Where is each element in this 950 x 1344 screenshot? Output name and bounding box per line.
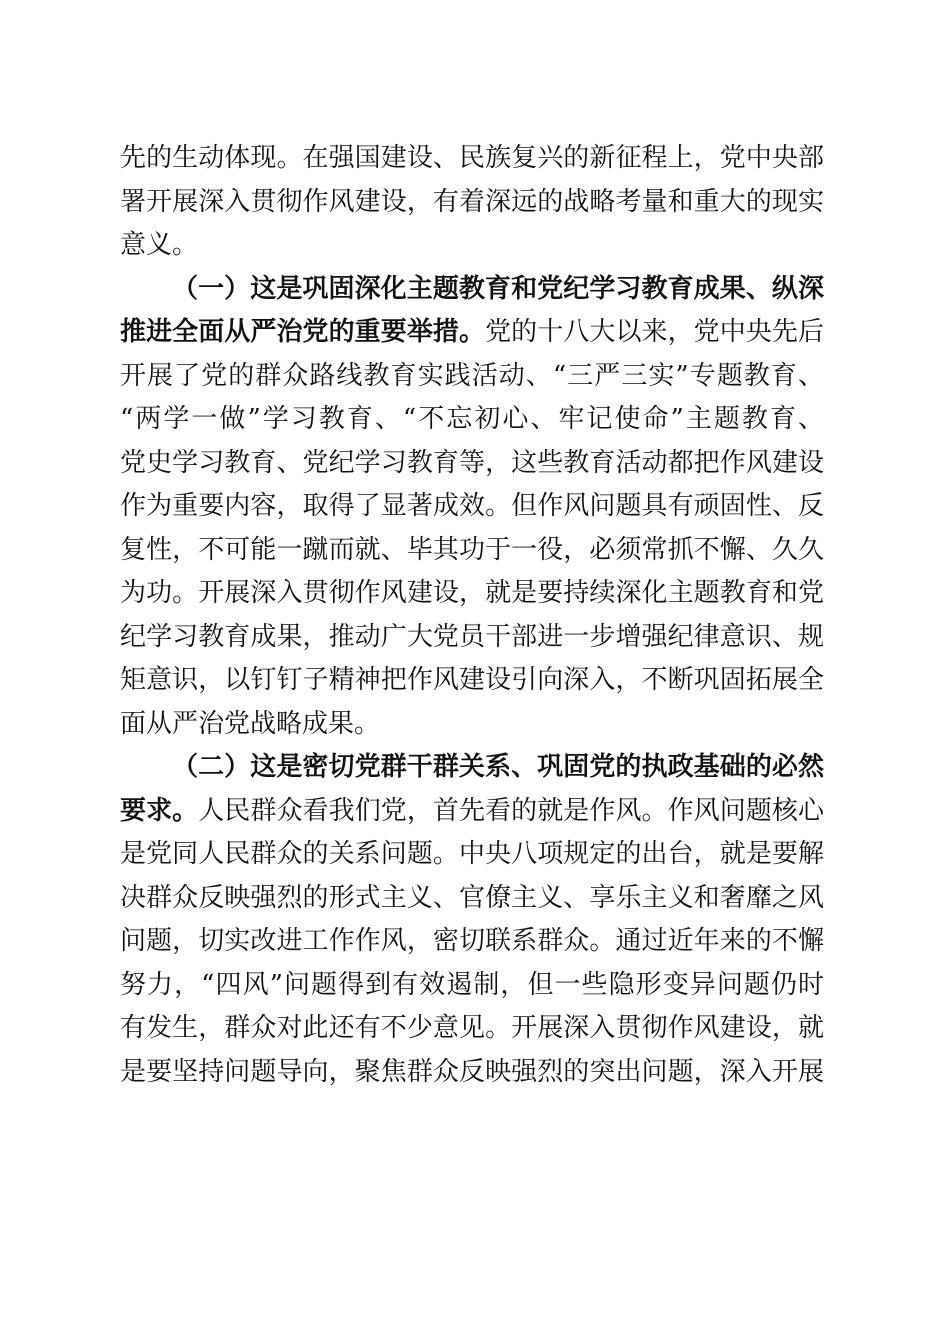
text-line: 意义。 (120, 230, 199, 260)
text-line: 开展了党的群众路线教育实践活动、“三严三实”专题教育、 (120, 360, 824, 391)
text-line: 矩意识，以钉钉子精神把作风建设引向深入，不断巩固拓展全 (120, 665, 824, 695)
section-heading-one-cont: 推进全面从严治党的重要举措。 (120, 317, 486, 347)
document-body (120, 137, 824, 1094)
text-line (120, 311, 824, 355)
body-text: 人民群众看我们党，首先看的就是作风。作风问题核心 (198, 795, 824, 826)
text-line: 问题，切实改进工作作风，密切联系群众。通过近年来的不懈 (120, 926, 824, 956)
text-line: 复性，不可能一蹴而就、毕其功于一役，必须常抓不懈、久久 (120, 534, 824, 565)
text-line: 纪学习教育成果，推动广大党员干部进一步增强纪律意识、规 (120, 621, 824, 652)
text-line (120, 790, 824, 834)
text-line: 署开展深入贯彻作风建设，有着深远的战略考量和重大的现实 (120, 186, 824, 217)
text-line (120, 746, 824, 790)
text-line: 努力，“四风”问题得到有效遏制，但一些隐形变异问题仍时 (120, 969, 824, 1000)
text-line: 先的生动体现。在强国建设、民族复兴的新征程上，党中央部 (120, 143, 824, 173)
text-line: 是要坚持问题导向，聚焦群众反映强烈的突出问题，深入开展 (120, 1056, 824, 1087)
text-line: “两学一做”学习教育、“不忘初心、牢记使命”主题教育、 (120, 404, 824, 434)
text-line: 面从严治党战略成果。 (120, 708, 381, 739)
section-heading-two-cont: 要求。 (120, 795, 199, 826)
text-line: 有发生，群众对此还有不少意见。开展深入贯彻作风建设，就 (120, 1013, 824, 1043)
text-line: 作为重要内容，取得了显著成效。但作风问题具有顽固性、反 (120, 491, 824, 521)
text-line: 决群众反映强烈的形式主义、官僚主义、享乐主义和奢靡之风 (120, 882, 824, 913)
text-line: 为功。开展深入贯彻作风建设，就是要持续深化主题教育和党 (120, 578, 824, 608)
text-line: 党史学习教育、党纪学习教育等，这些教育活动都把作风建设 (120, 447, 824, 478)
section-heading-two: （二）这是密切党群干群关系、巩固党的执政基础的必然 (172, 752, 824, 782)
section-heading-one: （一）这是巩固深化主题教育和党纪学习教育成果、纵深 (172, 273, 824, 304)
text-line: 是党同人民群众的关系问题。中央八项规定的出台，就是要解 (120, 839, 824, 869)
paragraph-one (120, 268, 824, 747)
paragraph-intro (120, 137, 824, 268)
paragraph-two (120, 746, 824, 1094)
text-line (120, 268, 824, 312)
body-text: 党的十八大以来，党中央先后 (485, 317, 824, 347)
